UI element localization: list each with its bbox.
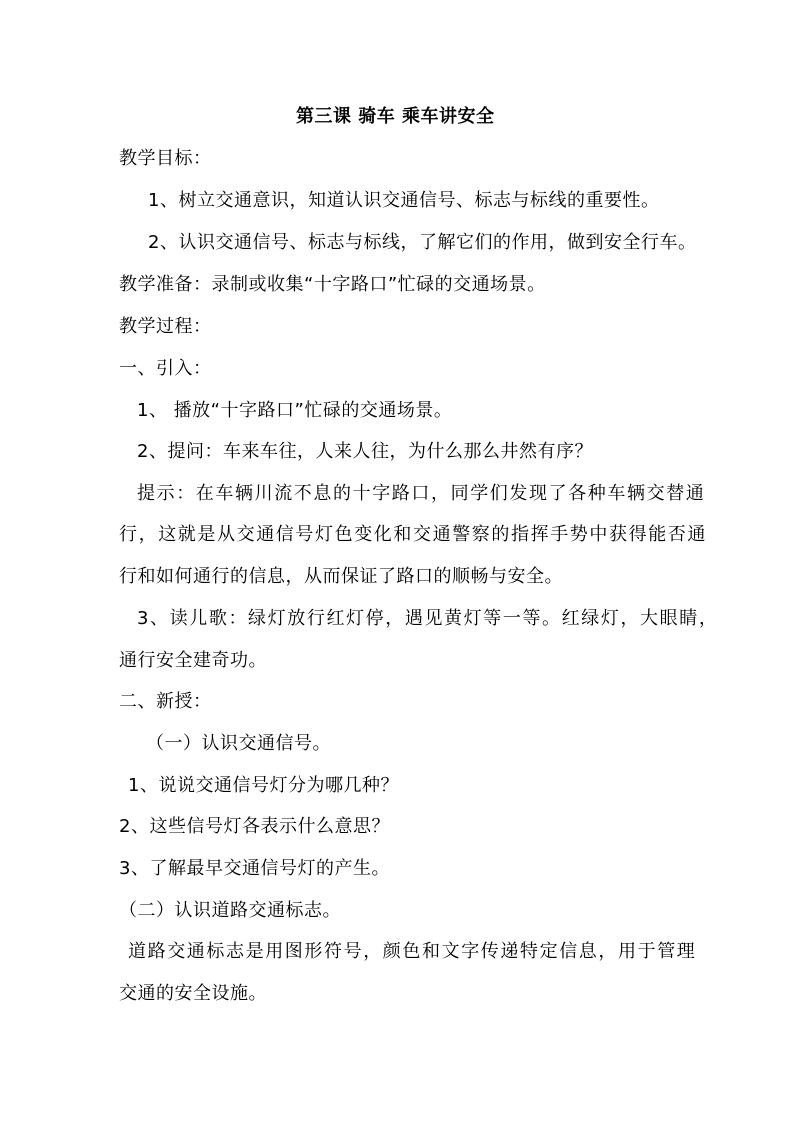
signals-item-3: 3、了解最早交通信号灯的产生。	[119, 858, 390, 879]
page-title: 第三课 骑车 乘车讲安全	[296, 106, 495, 127]
hint-paragraph-line-3: 行和如何通行的信息，从而保证了路口的顺畅与安全。	[119, 566, 563, 587]
signs-paragraph-line-2: 交通的安全设施。	[119, 983, 267, 1004]
subsection-signs: （二）认识道路交通标志。	[119, 900, 341, 921]
section-heading-objectives: 教学目标：	[119, 148, 212, 169]
preparation-line: 教学准备：录制或收集“十字路口”忙碌的交通场景。	[119, 274, 546, 295]
hint-paragraph-line-2: 行，这就是从交通信号灯色变化和交通警察的指挥手势中获得能否通	[119, 524, 707, 545]
hint-paragraph-line-1: 提示：在车辆川流不息的十字路口，同学们发现了各种车辆交替通	[137, 483, 706, 504]
intro-item-2: 2、提问：车来车往，人来人往，为什么那么井然有序？	[137, 441, 593, 462]
intro-item-1: 1、 播放“十字路口”忙碌的交通场景。	[137, 400, 453, 421]
signals-item-2: 2、这些信号灯各表示什么意思？	[119, 816, 390, 837]
objective-item-1: 1、树立交通意识，知道认识交通信号、标志与标线的重要性。	[148, 190, 660, 211]
objective-item-2: 2、认识交通信号、标志与标线，了解它们的作用，做到安全行车。	[148, 232, 697, 253]
signals-item-1: 1、说说交通信号灯分为哪几种？	[128, 775, 399, 796]
signs-paragraph-line-1: 道路交通标志是用图形符号，颜色和文字传递特定信息，用于管理	[128, 941, 697, 962]
section-heading-process: 教学过程：	[119, 316, 212, 337]
section-heading-intro: 一、引入：	[119, 358, 212, 379]
rhyme-line-1: 3、读儿歌：绿灯放行红灯停，遇见黄灯等一等。红绿灯，大眼睛，	[137, 608, 719, 629]
rhyme-line-2: 通行安全建奇功。	[119, 650, 267, 671]
subsection-signals: （一）认识交通信号。	[146, 733, 331, 754]
section-heading-new: 二、新授：	[119, 691, 212, 712]
